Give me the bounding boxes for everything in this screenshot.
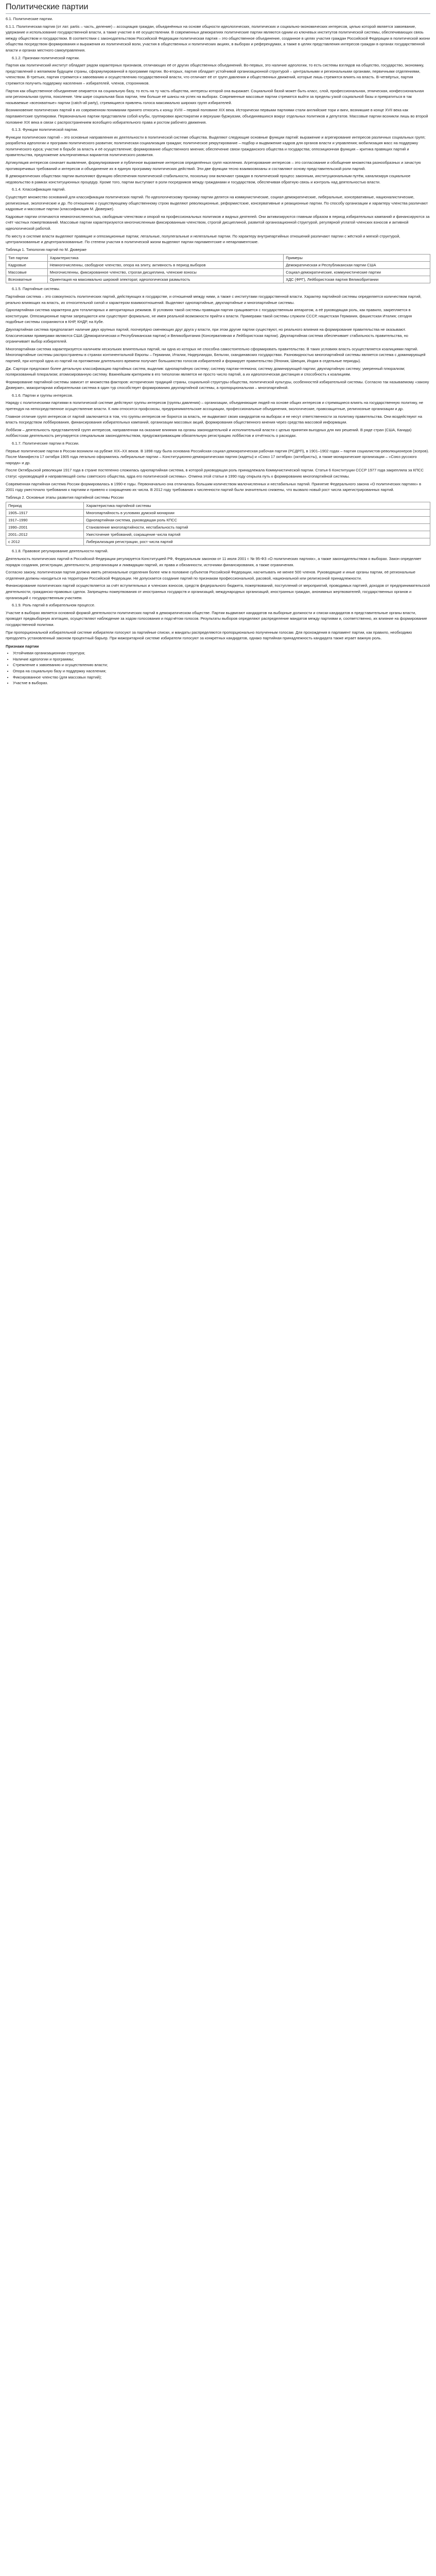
table-cell: Демократическая и Республиканская партии США bbox=[284, 262, 430, 269]
page-title: Политические партии bbox=[6, 2, 430, 14]
paragraph: Партия как политический институт обладает рядом характерных признаков, отличающих её от других общественных объединений. Во-первых, это наличие идеологии, то есть системы взглядов на общество, государство, экономику, представлений о желаемом будущем страны, сформулированной в программе партии. Во-вторых, партия обладает устойчивой организационной структурой – центральными и региональными органами, первичными отделениями, членством. В-третьих, партия стремится к завоеванию и осуществлению государственной власти, что отличает её от групп давления и общественных движений, которые лишь стремятся влиять на власть. В-четвёртых, партия стремится получить поддержку населения – избирателей, членов, сторонников. bbox=[6, 63, 424, 86]
table-cell: Ужесточение требований, сокращение числа партий bbox=[84, 531, 430, 538]
table-cell: 2001–2012 bbox=[6, 531, 84, 538]
document-page bbox=[6, 0, 430, 686]
table-cell: Немногочисленны, свободное членство, опора на элиту, активность в период выборов bbox=[47, 262, 284, 269]
features-list bbox=[6, 650, 430, 686]
list-item: • Опора на социальную базу и поддержку населения; bbox=[13, 668, 430, 674]
table-row bbox=[6, 269, 430, 276]
section-heading: 6.1.7. Политические партии в России. bbox=[12, 441, 80, 446]
paragraph: Главное отличие групп интересов от партий заключается в том, что группы интересов не борются за власть, не выдвигают своих кандидатов на выборах и не несут ответственности за политику правительства. Они воздействуют на власть посредством лоббирования, финансирования избирательных кампаний, организации массовых акций, формирования общественного мнения через средства массовой информации. bbox=[6, 414, 423, 425]
section-heading: 6.1.8. Правовое регулирование деятельности партий. bbox=[12, 549, 109, 554]
table-cell: 1990–2001 bbox=[6, 524, 84, 531]
table-row bbox=[6, 538, 430, 546]
table-cell: Кадровые bbox=[6, 262, 48, 269]
table-row bbox=[6, 510, 430, 517]
paragraph: 6.1.1. Политическая партия (от лат. partis – часть, деление) – ассоциация граждан, объединённых на основе общности идеологических, политических и социально-экономических интересов, целью которой является завоевание, удержание и использование государственной власти, а также участие в её осуществлении. В современных демократиях политические партии являются одним из ключевых институтов политической системы, обеспечивающих связь между обществом и государством. В соответствии с законодательством Российской Федерации политическая партия – это общественное объединение, созданное в целях участия граждан Российской Федерации в политической жизни общества посредством формирования и выражения их политической воли, участия в общественных и политических акциях, в выборах и референдумах, а также в целях представления интересов граждан в органах государственной власти и органах местного самоуправления. bbox=[6, 24, 430, 53]
table-cell: Всеохватные bbox=[6, 276, 48, 283]
paragraph: Первые политические партии в России возникли на рубеже XIX–XX веков. В 1898 году была основана Российская социал-демократическая рабочая партия (РСДРП), в 1901–1902 годах – партия социалистов-революционеров (эсеров). После Манифеста 17 октября 1905 года легально оформились либеральные партии – Конституционно-демократическая партия (кадеты) и «Союз 17 октября» (октябристы), а также монархические организации – «Союз русского народа» и др. bbox=[6, 448, 429, 465]
paragraph: Согласно закону, политическая партия должна иметь региональные отделения более чем в половине субъектов Российской Федерации, насчитывать не менее 500 членов. Руководящие и иные органы партии, её региональные отделения должны находиться на территории Российской Федерации. Не допускается создание партий по признакам профессиональной, расовой, национальной или религиозной принадлежности. bbox=[6, 570, 415, 581]
section-heading: 6.1.3. Функции политической партии. bbox=[12, 127, 78, 132]
paragraph: Дж. Сартори предложил более детальную классификацию партийных систем, выделив: однопартийную систему; систему партии-гегемона; систему доминирующей партии; двухпартийную систему; умеренный плюрализм; поляризованный плюрализм; атомизированную систему. Важнейшим критерием в его типологии является не просто число партий, а их идеологическая дистанция и способность к коалициям. bbox=[6, 366, 405, 377]
table-header-row bbox=[6, 502, 430, 510]
paragraph: Партийная система – это совокупность политических партий, действующих в государстве, и отношений между ними, а также с институтами государственной власти. Характер партийной системы определяется количеством партий, реально влияющих на власть, их относительной силой и характером взаимоотношений. Выделяют однопартийные, двухпартийные и многопартийные системы. bbox=[6, 294, 422, 305]
table-row bbox=[6, 524, 430, 531]
paragraph: Деятельность политических партий в Российской Федерации регулируется Конституцией РФ, Федеральным законом от 11 июля 2001 г. № 95-ФЗ «О политических партиях», а также законодательством о выборах. Закон определяет порядок создания, регистрации, деятельности, реорганизации и ликвидации партий, их права и обязанности, источники финансирования, а также ограничения. bbox=[6, 556, 422, 567]
paragraph: Участие в выборах является основной формой деятельности политических партий в демократическом обществе. Партии выдвигают кандидатов на выборные должности и списки кандидатов в представительные органы власти, проводят предвыборную агитацию, осуществляют наблюдение за ходом голосования и подсчётом голосов. Результаты выборов определяют распределение мандатов между партиями и, соответственно, их влияние на формирование государственной политики. bbox=[6, 610, 427, 627]
paragraph: Однопартийная система характерна для тоталитарных и авторитарных режимов. В условиях такой системы правящая партия сращивается с государственным аппаратом, а её руководящая роль, как правило, закрепляется в конституции. Оппозиционные партии запрещаются или существуют формально, не имея реальной возможности прийти к власти. Примерами такой системы служили СССР, нацистская Германия, фашистская Италия; сегодня подобные системы сохраняются в КНР, КНДР, на Кубе. bbox=[6, 308, 412, 325]
paragraph: Артикуляция интересов означает выявление, формулирование и публичное выражение интересов определённых групп населения. Агрегирование интересов – это согласование и обобщение множества разнообразных и зачастую противоречивых требований и интересов и объединение их в единую программу политических действий. Эти две функции тесно взаимосвязаны и составляют основу представительской роли партий. bbox=[6, 160, 421, 171]
table-row bbox=[6, 517, 430, 524]
table-row bbox=[6, 531, 430, 538]
paragraph: Возникновение политических партий в их современном понимании принято относить к концу XVIII – первой половине XIX века. Исторически первыми партиями стали английские тори и виги, возникшие в конце XVII века как парламентские группировки. Первоначально партии представляли собой клубы, группировки аристократии и верхушки буржуазии, объединявшихся вокруг отдельных политиков и депутатов. Массовые партии возникли лишь во второй половине XIX века в связи с распространением всеобщего избирательного права и ростом рабочего движения. bbox=[6, 108, 428, 125]
table-header-cell: Период bbox=[6, 502, 84, 510]
paragraph: По месту в системе власти выделяют правящие и оппозиционные партии; легальные, полулегальные и нелегальные партии. По характеру внутрипартийных отношений различают партии с жёсткой и мягкой структурой, централизованные и децентрализованные. По степени участия в политической жизни выделяют партии парламентские и непарламентские. bbox=[6, 233, 400, 245]
typology-table bbox=[6, 254, 430, 283]
paragraph: После Октябрьской революции 1917 года в стране постепенно сложилась однопартийная система, в которой руководящая роль принадлежала Коммунистической партии. Статья 6 Конституции СССР 1977 года закрепляла за КПСС статус «руководящей и направляющей силы советского общества, ядра его политической системы». Отмена этой статьи в 1990 году открыла путь к формированию многопартийной системы. bbox=[6, 468, 424, 479]
paragraph: Современная партийная система России формировалась в 1990-е годы. Первоначально она отличалась большим количеством малочисленных и нестабильных партий. Принятие Федерального закона «О политических партиях» в 2001 году ужесточило требования к партиям и привело к сокращению их числа. В 2012 году требования к численности партий были значительно снижены, что вызвало новый рост числа зарегистрированных партий. bbox=[6, 481, 422, 493]
table-caption: Таблица 1. Типология партий по М. Дюверже bbox=[6, 247, 87, 252]
section-heading: 6.1.5. Партийные системы. bbox=[12, 286, 60, 292]
table-header-cell: Примеры bbox=[284, 255, 430, 262]
list-item: • Стремление к завоеванию и осуществлению власти; bbox=[13, 662, 430, 668]
table-caption: Таблица 2. Основные этапы развития партийной системы России bbox=[6, 495, 124, 500]
paragraph: Формирование партийной системы зависит от множества факторов: исторических традиций страны, социальной структуры общества, политической культуры, особенностей избирательной системы. Согласно так называемому «закону Дюверже», мажоритарная избирательная система в один тур способствует формированию двухпартийной системы, а пропорциональная – многопартийной. bbox=[6, 379, 429, 391]
table-cell: Становление многопартийности, нестабильность партий bbox=[84, 524, 430, 531]
table-header-cell: Характеристика партийной системы bbox=[84, 502, 430, 510]
section-heading: 6.1.4. Классификация партий. bbox=[12, 187, 66, 192]
paragraph: При пропорциональной избирательной системе избиратели голосуют за партийные списки, и мандаты распределяются пропорционально полученным голосам. Для прохождения в парламент партии, как правило, необходимо преодолеть установленный законом процентный барьер. При мажоритарной системе избиратели голосуют за конкретных кандидатов, однако партийная принадлежность кандидата также играет важную роль. bbox=[6, 630, 412, 641]
list-item: • Наличие идеологии и программы; bbox=[13, 656, 430, 663]
paragraph: Кадровые партии отличаются немногочисленностью, свободным членством и опорой на профессиональных политиков и видных деятелей. Они активизируются главным образом в период избирательных кампаний и финансируются за счёт частных пожертвований. Массовые партии характеризуются многочисленным фиксированным членством, строгой дисциплиной, развитой организационной структурой, регулярной уплатой членских взносов и активной идеологической работой. bbox=[6, 214, 430, 231]
paragraph: Лоббизм – деятельность представителей групп интересов, направленная на оказание влияния на органы законодательной и исполнительной власти с целью принятия выгодных для них решений. В ряде стран (США, Канада) лоббистская деятельность регулируется специальным законодательством, предусматривающим обязательную регистрацию лоббистов и отчётность о расходах. bbox=[6, 427, 412, 438]
section-heading: 6.1.9. Роль партий в избирательном процессе. bbox=[12, 603, 95, 608]
table-header-cell: Характеристика bbox=[47, 255, 284, 262]
section-heading: 6.1.2. Признаки политической партии. bbox=[12, 55, 80, 60]
list-heading: Признаки партии bbox=[6, 643, 39, 649]
section-heading: 6.1.6. Партии и группы интересов. bbox=[12, 393, 74, 398]
table-row bbox=[6, 276, 430, 283]
table-header-row bbox=[6, 255, 430, 262]
table-cell: Однопартийная система, руководящая роль КПСС bbox=[84, 517, 430, 524]
list-item: • Участие в выборах. bbox=[13, 680, 430, 686]
list-item: • Устойчивая организационная структура; bbox=[13, 650, 430, 656]
paragraph: Существует множество оснований для классификации политических партий. По идеологическому признаку партии делятся на коммунистические, социал-демократические, либеральные, консервативные, националистические, религиозные, экологические и др. По отношению к существующему общественному строю выделяют революционные, реформистские, консервативные и реакционные партии. По способу организации и характеру членства различают кадровые и массовые партии (классификация М. Дюверже). bbox=[6, 195, 428, 212]
table-cell: Социал-демократические, коммунистические партии bbox=[284, 269, 430, 276]
table-cell: Либерализация регистрации, рост числа партий bbox=[84, 538, 430, 546]
table-cell: Многочисленны, фиксированное членство, строгая дисциплина, членские взносы bbox=[47, 269, 284, 276]
table-header-cell: Тип партии bbox=[6, 255, 48, 262]
list-item: • Фиксированное членство (для массовых партий); bbox=[13, 674, 430, 681]
table-cell: 1905–1917 bbox=[6, 510, 84, 517]
paragraph: В демократических обществах партии выполняют функцию обеспечения политической стабильности, поскольку они включают граждан в политический процесс законным, институциональным путём, канализируя социальное недовольство в рамках конституционных процедур. Кроме того, партии выступают в роли посредников между гражданами и государством, обеспечивая обратную связь и контроль над деятельностью власти. bbox=[6, 174, 411, 184]
paragraph: Функции политических партий – это основные направления их деятельности в политической системе общества. Выделяют следующие основные функции партий: выражение и агрегирование интересов различных социальных групп; разработка идеологии и программ политического развития; политическая социализация граждан; политическое рекрутирование – подбор и выдвижение кадров для органов власти и управления; мобилизация масс на поддержку политического курса; участие в борьбе за власть и её осуществление; формирование общественного мнения; обеспечение связи гражданского общества и государства; оппозиционная функция – критика правящих партий и правительства, предложение альтернативных вариантов политического развития. bbox=[6, 134, 426, 158]
paragraph: Финансирование политических партий осуществляется за счёт вступительных и членских взносов, средств федерального бюджета, пожертвований, поступлений от мероприятий, проводимых партией, доходов от предпринимательской деятельности, гражданско-правовых сделок. Запрещены пожертвования от иностранных государств и организаций, международных организаций, иностранных граждан, анонимных жертвователей, государственных органов и организаций с государственным участием. bbox=[6, 583, 430, 600]
paragraph: Многопартийная система характеризуется наличием нескольких влиятельных партий, ни одна из которых не способна самостоятельно сформировать правительство. В таких условиях власть осуществляется коалициями партий. Многопартийные системы распространены в странах континентальной Европы – Германии, Италии, Нидерландах, Бельгии, скандинавских государствах. Разновидностью многопартийной системы является система с доминирующей партией, при которой одна из партий на протяжении длительного времени получает большинство голосов избирателей и формирует правительство (Япония, Швеция, Индия в отдельные периоды). bbox=[6, 346, 426, 363]
paragraph: Партия как общественное объединение опирается на социальную базу, то есть на ту часть общества, интересы которой она выражает. Социальной базой может быть класс, слой, профессиональная, этническая, конфессиональная или региональная группа, поколение. Чем шире социальная база партии, тем больше её шансы на успех на выборах. Современные массовые партии стремятся выйти за пределы узкой социальной базы и превратиться в так называемые «всеохватные» партии (catch-all party), стремящиеся привлечь голоса максимально широких групп избирателей. bbox=[6, 88, 424, 105]
table-row bbox=[6, 262, 430, 269]
table-cell: Ориентация на максимально широкий электорат, идеологическая размытость bbox=[47, 276, 284, 283]
table-cell: Многопартийность в условиях думской монархии bbox=[84, 510, 430, 517]
section-heading: 6.1. Политические партии. bbox=[6, 16, 53, 21]
table-cell: с 2012 bbox=[6, 538, 84, 546]
table-cell: Массовые bbox=[6, 269, 48, 276]
table-cell: 1917–1990 bbox=[6, 517, 84, 524]
paragraph: Двухпартийная система предполагает наличие двух крупных партий, поочерёдно сменяющих друг друга у власти, при этом другие партии существуют, но реального влияния на формирование правительства не оказывают. Классическими примерами являются США (Демократическая и Республиканская партии) и Великобритания (Консервативная и Лейбористская партии). Двухпартийная система обеспечивает стабильность правительства, но ограничивает выбор избирателей. bbox=[6, 327, 408, 344]
table-cell: ХДС (ФРГ), Лейбористская партия Великобритании bbox=[284, 276, 430, 283]
stages-table bbox=[6, 502, 430, 546]
paragraph: Наряду с политическими партиями в политической системе действуют группы интересов (группы давления) – организации, объединяющие людей на основе общих интересов и стремящиеся влиять на государственную политику, не претендуя на непосредственное осуществление власти. К ним относятся профсоюзы, предпринимательские ассоциации, профессиональные объединения, экологические, правозащитные, религиозные организации и др. bbox=[6, 400, 424, 412]
